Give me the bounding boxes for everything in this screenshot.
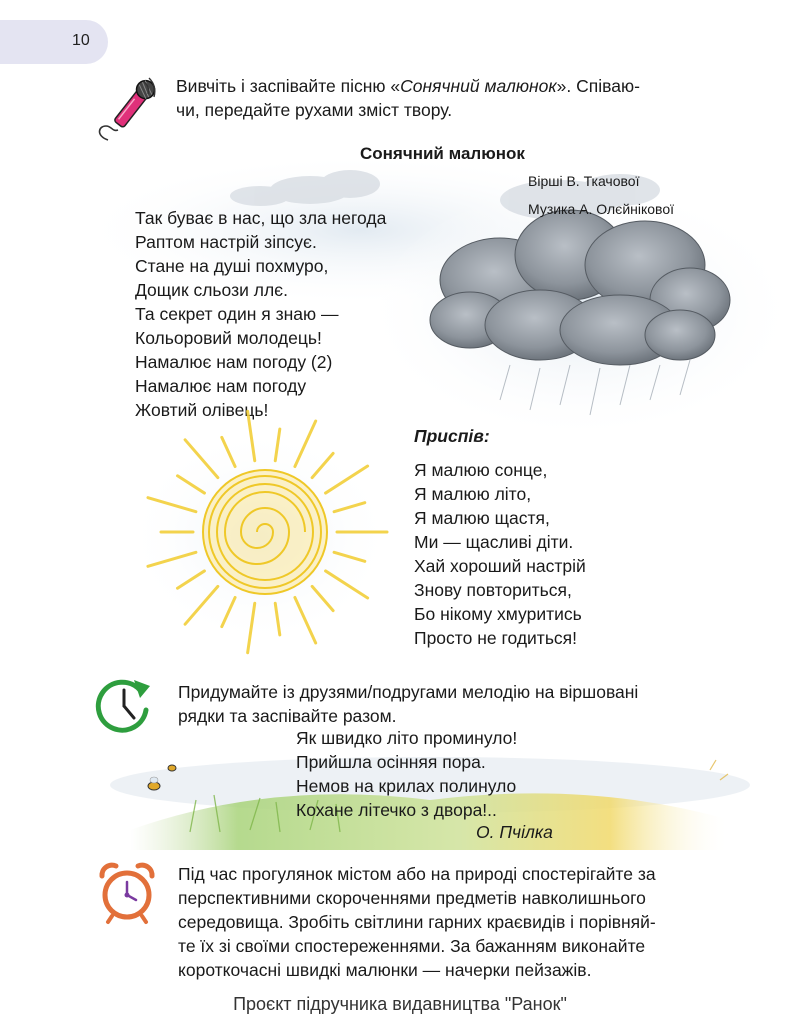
task-1-text xyxy=(176,74,742,122)
song-verse xyxy=(135,206,386,422)
page-number: 10 xyxy=(72,32,90,49)
task-2-line-2: рядки та заспівайте разом. xyxy=(178,706,397,726)
task-3-text xyxy=(178,862,744,982)
task-1-line-1: Вивчіть і заспівайте пісню « xyxy=(176,76,401,96)
music-credit: Музика А. Олєйнікової xyxy=(528,201,675,217)
poem-line: Немов на крилах полинуло xyxy=(296,776,517,796)
task-2-line-1: Придумайте із друзями/подругами мелодію на віршовані xyxy=(178,682,639,702)
footer-note: Проєкт підручника видавництва "Ранок" xyxy=(233,994,567,1014)
chorus-line: Ми — щасливі діти. xyxy=(414,532,574,552)
poem-line: Прийшла осінняя пора. xyxy=(296,752,486,772)
task-3-line: Під час прогулянок містом або на природі спостерігайте за xyxy=(178,864,656,884)
verse-line: Кольоровий молодець! xyxy=(135,328,322,348)
song-title: Сонячний малюнок xyxy=(360,144,525,163)
chorus-line: Просто не годиться! xyxy=(414,628,578,648)
task-3-line: середовища. Зробіть світлини гарних краєвидів і порівняй- xyxy=(178,912,656,932)
verse-line: Дощик сльози ллє. xyxy=(135,280,288,300)
page-number-tab xyxy=(0,20,108,64)
microphone-icon xyxy=(94,76,164,142)
chorus-line: Я малюю сонце, xyxy=(414,460,548,480)
verse-line: Намалює нам погоду (2) xyxy=(135,352,333,372)
verse-line: Раптом настрій зіпсує. xyxy=(135,232,317,252)
poem-line: Кохане літечко з двора!.. xyxy=(296,800,497,820)
verse-line: Стане на душі похмуро, xyxy=(135,256,329,276)
lyrics-credit: Вірші В. Ткачової xyxy=(528,173,640,189)
chorus-line: Я малюю літо, xyxy=(414,484,532,504)
chorus-line: Хай хороший настрій xyxy=(414,556,586,576)
sun-illustration xyxy=(130,432,400,652)
verse-line: Та секрет один я знаю — xyxy=(135,304,339,324)
task-2-text xyxy=(178,680,744,728)
chorus-line: Бо нікому хмуритись xyxy=(414,604,582,624)
poem xyxy=(296,726,517,822)
clock-arrow-icon xyxy=(96,676,154,734)
verse-line: Так буває в нас, що зла негода xyxy=(135,208,387,228)
task-3-line: перспективними скороченнями предметів навколишнього xyxy=(178,888,646,908)
chorus-line: Знову повториться, xyxy=(414,580,572,600)
chorus-line: Я малюю щастя, xyxy=(414,508,550,528)
bee-icon xyxy=(168,765,176,771)
task-1-line-1-end: ». Співаю- xyxy=(556,76,640,96)
alarm-clock-icon xyxy=(96,862,158,924)
task-3-line: те їх зі своїми спостереженнями. За бажанням виконайте xyxy=(178,936,646,956)
task-3-line: короткочасні швидкі малюнки — начерки пейзажів. xyxy=(178,960,592,980)
chorus-label: Приспів: xyxy=(414,426,490,446)
verse-line: Жовтий олівець! xyxy=(135,400,269,420)
poem-line: Як швидко літо проминуло! xyxy=(296,728,518,748)
task-1-line-2: чи, передайте рухами зміст твору. xyxy=(176,100,453,120)
song-reference: Сонячний малюнок xyxy=(400,76,557,96)
poem-author: О. Пчілка xyxy=(476,822,553,842)
song-chorus xyxy=(414,458,586,650)
verse-line: Намалює нам погоду xyxy=(135,376,307,396)
